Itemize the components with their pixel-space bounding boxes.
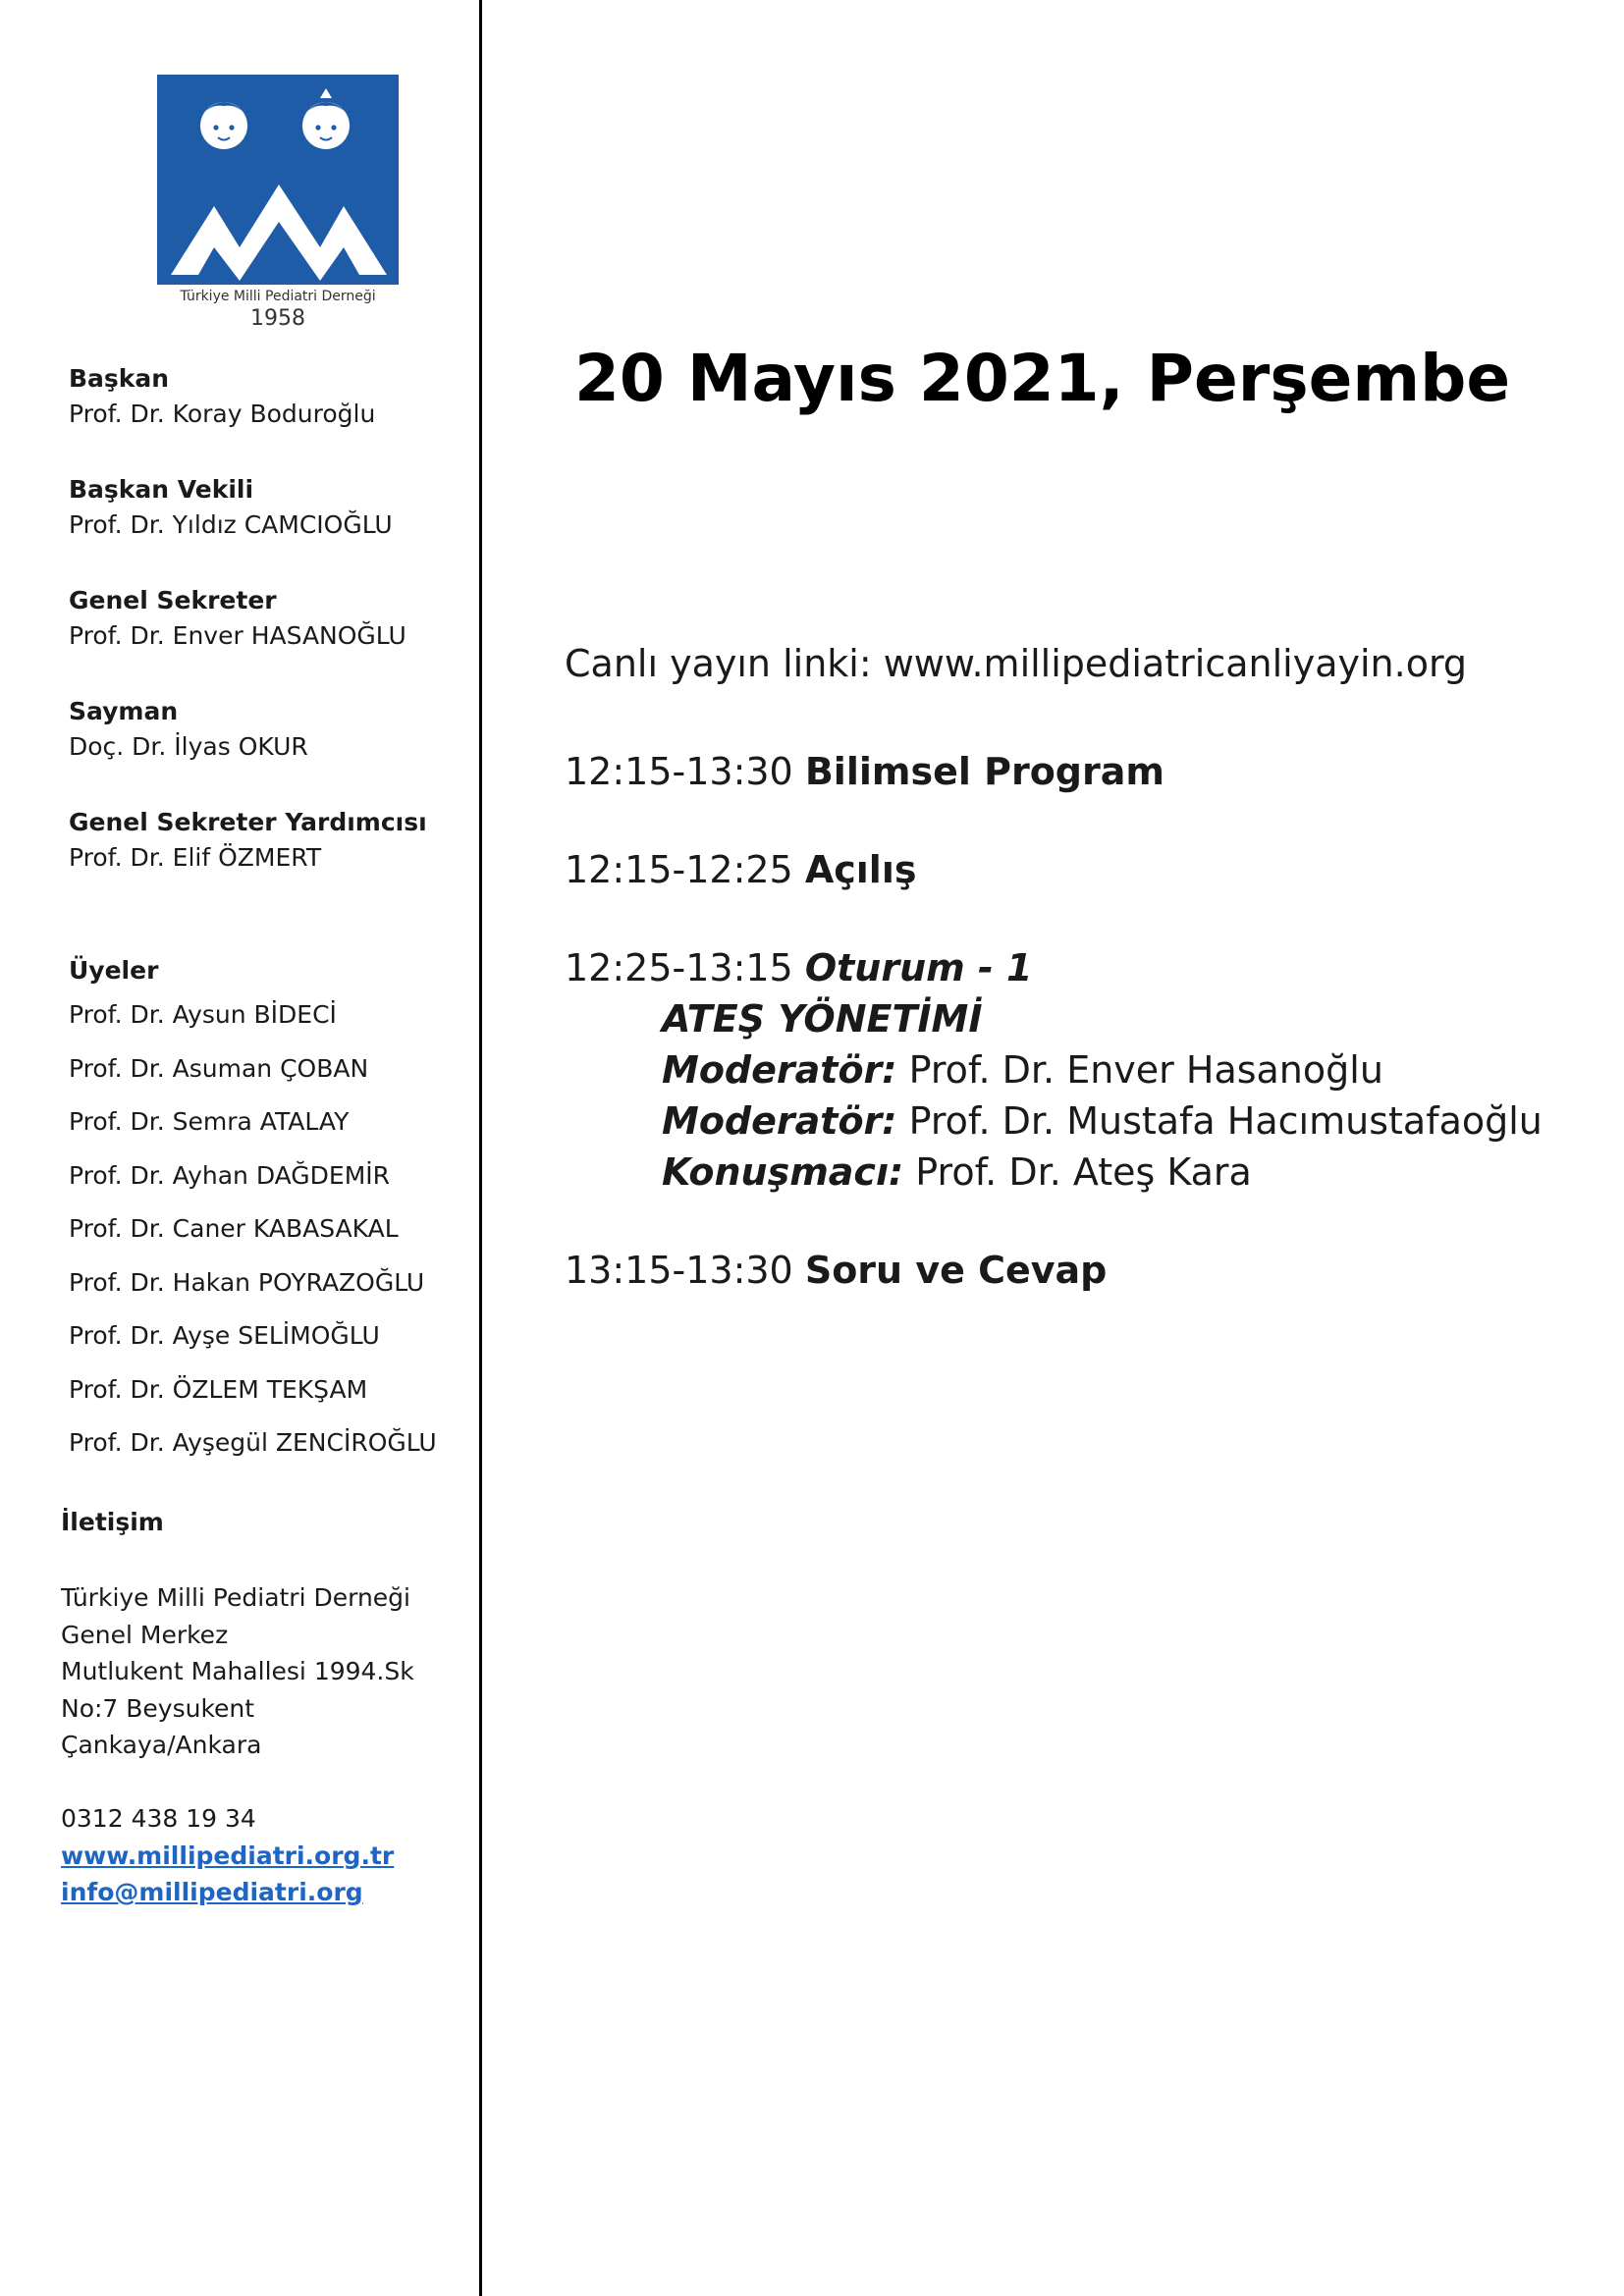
contact-address [61,1579,414,1764]
member-item: Prof. Dr. Ayşegül ZENCİROĞLU [69,1428,437,1457]
program-label: Açılış [804,848,917,891]
member-item: Prof. Dr. ÖZLEM TEKŞAM [69,1375,368,1404]
officer-treasurer [69,694,308,765]
officer-name: Prof. Dr. Yıldız CAMCIOĞLU [69,510,393,539]
speaker-name: Prof. Dr. Ateş Kara [915,1150,1252,1194]
program-item-session [565,942,1032,993]
session-moderator-1 [662,1044,1383,1095]
program-item-scientific [565,746,1164,797]
speaker-label: Konuşmacı: [662,1150,904,1194]
email-link[interactable]: info@millipediatri.org [61,1878,363,1906]
members-heading [69,953,158,988]
moderator-label: Moderatör: [662,1048,897,1092]
live-stream-link: Canlı yayın linki: www.millipediatricanliyayin.org [565,642,1468,685]
vertical-divider [479,0,482,2296]
officer-role: Genel Sekreter [69,586,277,614]
members-heading-label: Üyeler [69,956,159,985]
program-time: 12:15-12:25 [565,848,793,891]
contact-links [61,1800,394,1911]
contact-heading-label: İletişim [61,1508,164,1536]
website-link[interactable]: www.millipediatri.org.tr [61,1841,395,1870]
address-line: No:7 Beysukent [61,1693,255,1723]
contact-heading [61,1505,164,1540]
officer-name: Prof. Dr. Elif ÖZMERT [69,843,322,872]
officer-name: Prof. Dr. Koray Boduroğlu [69,400,376,428]
organization-logo [157,75,399,340]
officer-president [69,361,375,432]
session-topic [662,993,983,1044]
officer-name: Doç. Dr. İlyas OKUR [69,732,308,761]
address-line: Genel Merkez [61,1620,229,1649]
member-item: Prof. Dr. Ayhan DAĞDEMİR [69,1161,391,1190]
program-item-opening [565,844,916,895]
logo-org-name: Türkiye Milli Pediatri Derneği [180,289,376,304]
address-line: Mutlukent Mahallesi 1994.Sk [61,1657,414,1685]
session-speaker [662,1147,1252,1198]
member-item: Prof. Dr. Semra ATALAY [69,1107,350,1136]
officer-role: Sayman [69,697,179,725]
program-label: Oturum - 1 [804,946,1033,989]
logo-year: 1958 [250,306,305,331]
member-item: Prof. Dr. Ayşe SELİMOĞLU [69,1321,380,1350]
program-item-qa [565,1245,1107,1296]
moderator-label: Moderatör: [662,1099,897,1143]
session-moderator-2 [662,1095,1543,1147]
officer-assistant-secretary [69,805,427,876]
address-line: Türkiye Milli Pediatri Derneği [61,1583,410,1612]
session-topic-label: ATEŞ YÖNETİMİ [662,997,983,1041]
officer-role: Başkan Vekili [69,475,254,504]
program-time: 12:25-13:15 [565,946,793,989]
program-time: 13:15-13:30 [565,1249,793,1292]
officer-role: Başkan [69,364,170,393]
address-line: Çankaya/Ankara [61,1731,262,1759]
program-time: 12:15-13:30 [565,750,793,793]
child-face-left-icon [200,102,247,149]
member-item: Prof. Dr. Caner KABASAKAL [69,1214,399,1243]
officer-name: Prof. Dr. Enver HASANOĞLU [69,621,406,650]
program-label: Soru ve Cevap [804,1249,1108,1292]
officer-general-secretary [69,583,406,654]
page-title: 20 Mayıs 2021, Perşembe [574,341,1511,416]
contact-phone: 0312 438 19 34 [61,1804,256,1833]
moderator-name: Prof. Dr. Mustafa Hacımustafaoğlu [908,1099,1543,1143]
member-item: Prof. Dr. Hakan POYRAZOĞLU [69,1268,425,1297]
moderator-name: Prof. Dr. Enver Hasanoğlu [908,1048,1383,1092]
officer-role: Genel Sekreter Yardımcısı [69,808,427,836]
child-face-right-icon [302,88,350,149]
member-item: Prof. Dr. Asuman ÇOBAN [69,1054,369,1083]
member-item: Prof. Dr. Aysun BİDECİ [69,1000,337,1029]
officer-vice-president [69,472,393,543]
logo-emblem [157,75,399,285]
program-label: Bilimsel Program [804,750,1164,793]
